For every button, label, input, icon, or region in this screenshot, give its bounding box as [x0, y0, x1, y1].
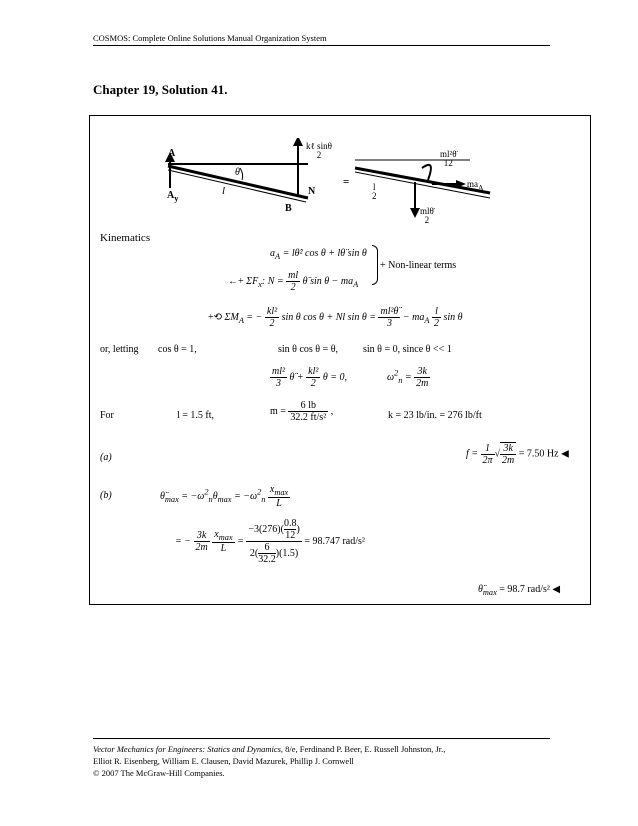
equation-of-motion — [270, 366, 347, 389]
label-l-half-den: 2 — [372, 191, 377, 201]
numeric-den: 2( $\frac{6}{32.2}$ )(1.5) — [249, 542, 299, 565]
page-header: COSMOS: Complete Online Solutions Manual Organization System — [93, 33, 327, 43]
brace — [372, 245, 378, 285]
b-x: x — [269, 484, 275, 495]
nonlinear-terms: + Non-linear terms — [380, 260, 457, 271]
omega: ω — [387, 371, 395, 383]
label-ay-sub: y — [174, 194, 179, 203]
final-value: = 98.7 rad/s² ◀ — [496, 584, 561, 595]
frac-kl2-2 — [306, 366, 320, 389]
f-result: = 7.50 Hz ◀ — [518, 448, 569, 460]
label-l-half — [372, 183, 377, 201]
eq-sum-fx — [228, 270, 358, 293]
frac-ml-num: ml — [288, 270, 299, 281]
label-ml-ddot-den: 12 — [443, 158, 453, 168]
theta-arc — [240, 168, 243, 180]
sign-arrow: ←+ — [228, 275, 247, 287]
frac-ml-2 — [286, 270, 300, 293]
given-m — [270, 400, 333, 423]
eq-aa — [270, 248, 367, 261]
label-ml-ddot-2 — [420, 207, 434, 225]
label-ml-ddot — [440, 150, 457, 168]
frac-b2-x — [212, 529, 234, 554]
label-ml-ddot-2-den: 2 — [424, 215, 430, 225]
b-theta2: θ — [212, 490, 218, 502]
numeric-num-a: −3(276) — [248, 523, 281, 535]
b-eq2-sup: 2 — [257, 487, 262, 497]
eq3-d: sin θ — [443, 311, 463, 323]
frac-kl2-den: 2 — [269, 318, 275, 329]
frac-1-2pi — [481, 443, 495, 466]
equals-sign: = — [343, 176, 350, 188]
given-m-num: 6 lb — [288, 400, 328, 412]
eq3-c-sub: A — [424, 315, 430, 325]
label-l: l — [222, 185, 226, 197]
eq-fx: ΣF — [246, 275, 259, 287]
frac-ml2-num: ml²θ̈ — [380, 306, 399, 317]
eq-ma: ΣM — [224, 311, 239, 323]
footer-line-3: © 2007 The McGraw-Hill Companies. — [93, 768, 225, 778]
frac-b2-3k — [194, 530, 210, 553]
numeric-den-inner — [258, 542, 276, 565]
letting-prefix: or, letting — [100, 344, 139, 355]
b-eq1-sup: 2 — [204, 487, 209, 497]
b-frac-num — [268, 484, 290, 498]
eq-sum-ma — [208, 306, 463, 329]
frac-ml2-den: 3 — [386, 318, 392, 329]
numeric-den-frac-num: 6 — [258, 542, 276, 554]
eq-n-lhs: : N = — [261, 275, 287, 287]
footer-book-title: Vector Mechanics for Engineers: Statics and Dynamics — [93, 744, 281, 754]
frac-numeric — [246, 518, 302, 565]
letting-sin: sin θ = 0, since θ << 1 — [363, 344, 452, 355]
label-n: N — [308, 186, 316, 197]
moment-arc — [422, 165, 431, 180]
b-theta-sub: max — [164, 494, 179, 504]
part-a-label: (a) — [100, 452, 112, 463]
frac-l2-den: 2 — [433, 318, 439, 329]
frac-3k-2m-root — [500, 442, 516, 466]
label-kl-sin — [306, 142, 332, 160]
sign-rot: +⟲ — [208, 311, 225, 323]
frac-xmax-l — [268, 484, 290, 509]
frac-kl2-num: kl² — [266, 306, 278, 317]
page-footer — [93, 743, 445, 779]
b-theta2-sub: max — [217, 494, 232, 504]
footer-authors-1: , 8/e, Ferdinand P. Beer, E. Russell Johnston, Jr., — [280, 744, 446, 754]
eq3-b: sin θ cos θ + Nl sin θ = — [281, 311, 379, 323]
numeric-num — [246, 518, 302, 542]
b-theta: θ̈ — [160, 490, 165, 502]
part-b-label: (b) — [100, 490, 112, 501]
f-root-num: 3k — [500, 443, 516, 455]
frac-kl2 — [265, 306, 279, 329]
header-rule — [93, 45, 550, 46]
numeric-num-frac: ( $\frac{0.8}{12}$ ) — [280, 518, 300, 541]
eq-n-rhs: θ̈ sin θ − ma — [302, 275, 354, 287]
b2-num1: 3k — [194, 530, 210, 542]
b-eq2: = −ω — [231, 490, 258, 502]
b2-a: = − — [175, 535, 191, 547]
theta-max-eq — [160, 484, 290, 509]
theta-max-calc — [175, 518, 365, 565]
b2-x: x — [214, 529, 219, 540]
numeric-den-a: 2 — [249, 547, 255, 559]
for-label: For — [100, 410, 114, 421]
b2-num2 — [212, 529, 234, 543]
given-m-lhs: m = — [270, 405, 289, 417]
f-den1: 2π — [482, 454, 493, 466]
letting-cos: cos θ = 1, — [158, 344, 197, 355]
b2-result: = 98.747 rad/s² — [304, 535, 365, 547]
f-num1: 1 — [481, 443, 495, 455]
final-theta-sub: max — [482, 588, 497, 597]
b2-x-sub: max — [218, 533, 233, 542]
f-root-den: 2m — [502, 455, 515, 466]
frac-mass — [288, 400, 328, 423]
footer-line-2: Elliot R. Eisenberg, William E. Clausen, David Mazurek, Phillip J. Cornwell — [93, 756, 354, 766]
final-theta: θ̈ — [478, 584, 483, 595]
label-a: A — [168, 148, 176, 159]
b-eq1: = −ω — [178, 490, 205, 502]
eq-aa-sub: A — [275, 252, 281, 261]
frac-ml2-3 — [270, 366, 287, 389]
eq-n-rhs-sub: A — [353, 279, 359, 289]
f-lhs: f = — [466, 448, 481, 460]
omega-sub: n — [398, 375, 403, 385]
label-maa — [467, 179, 483, 192]
eq-aa-rhs: = lθ̇² cos θ + lθ̈ sin θ — [280, 248, 367, 259]
eom-end: θ = 0, — [322, 371, 348, 383]
label-ml-ddot-num: ml²θ̈ — [440, 149, 457, 159]
eom-mid: θ̈ + — [289, 371, 307, 383]
eom-num2: kl² — [308, 366, 319, 377]
eom-den3: 2m — [416, 378, 429, 389]
eom-den2: 2 — [310, 378, 316, 389]
label-ay — [167, 190, 178, 203]
label-maa-main: ma — [467, 179, 478, 189]
label-kl-sin-den: 2 — [316, 150, 322, 160]
label-ml-ddot-2-num: mlθ̈ — [420, 206, 434, 216]
numeric-num-frac-num: 0.8 — [283, 518, 297, 529]
frequency-eq — [466, 442, 569, 466]
b2-den1: 2m — [195, 542, 208, 553]
label-ay-main: A — [167, 190, 175, 201]
numeric-num-inner — [284, 518, 297, 541]
eom-num3: 3k — [414, 366, 430, 378]
eq-fx-sub: x — [258, 279, 262, 289]
b-eq2-sub: n — [261, 494, 266, 504]
given-l: l = 1.5 ft, — [177, 410, 215, 421]
eq3-a: = − — [243, 311, 263, 323]
footer-line-1 — [93, 743, 445, 755]
given-m-end: , — [330, 405, 334, 417]
label-maa-sub: A — [478, 182, 484, 192]
ml-arrowhead — [410, 208, 420, 218]
omega-sup: 2 — [394, 368, 399, 378]
final-answer — [478, 584, 560, 597]
eom-num1: ml² — [272, 366, 285, 377]
sqrt-sign: √ — [494, 448, 501, 460]
b-frac-den: L — [276, 498, 282, 509]
frac-ml-den: 2 — [290, 282, 296, 293]
omega-n-eq — [387, 366, 430, 389]
given-k: k = 23 lb/in. = 276 lb/ft — [388, 410, 482, 421]
label-b: B — [285, 203, 292, 214]
label-l-half-num: l — [372, 182, 376, 192]
frac-ml2 — [378, 306, 400, 329]
omega-eq: = — [402, 371, 415, 383]
letting-sincos: sin θ cos θ = θ, — [278, 344, 339, 355]
eq3-c: − ma — [402, 311, 425, 323]
chapter-title: Chapter 19, Solution 41. — [93, 82, 228, 97]
b2-den2: L — [220, 543, 227, 554]
frac-l2-num: l — [432, 306, 441, 318]
numeric-num-frac-den: 12 — [285, 530, 296, 541]
footer-rule — [93, 738, 550, 739]
frac-3k-2m — [414, 366, 430, 389]
eom-den1: 3 — [276, 378, 281, 389]
b-eq1-sub: n — [208, 494, 213, 504]
eq-aa-a: a — [270, 248, 275, 259]
b-x-sub: max — [274, 488, 289, 497]
frac-l2 — [432, 306, 441, 329]
eq-ma-sub: A — [238, 315, 244, 325]
b2-eq: = — [237, 535, 247, 547]
n-arrowhead — [293, 138, 303, 146]
numeric-den-frac-den: 32.2 — [258, 554, 276, 565]
numeric-den-b: (1.5) — [279, 547, 299, 559]
kinematics-label: Kinematics — [100, 232, 151, 244]
label-kl-sin-num: kℓ sinθ — [306, 141, 332, 151]
label-theta: θ — [235, 167, 240, 178]
given-m-den: 32.2 ft/s² — [290, 412, 327, 423]
